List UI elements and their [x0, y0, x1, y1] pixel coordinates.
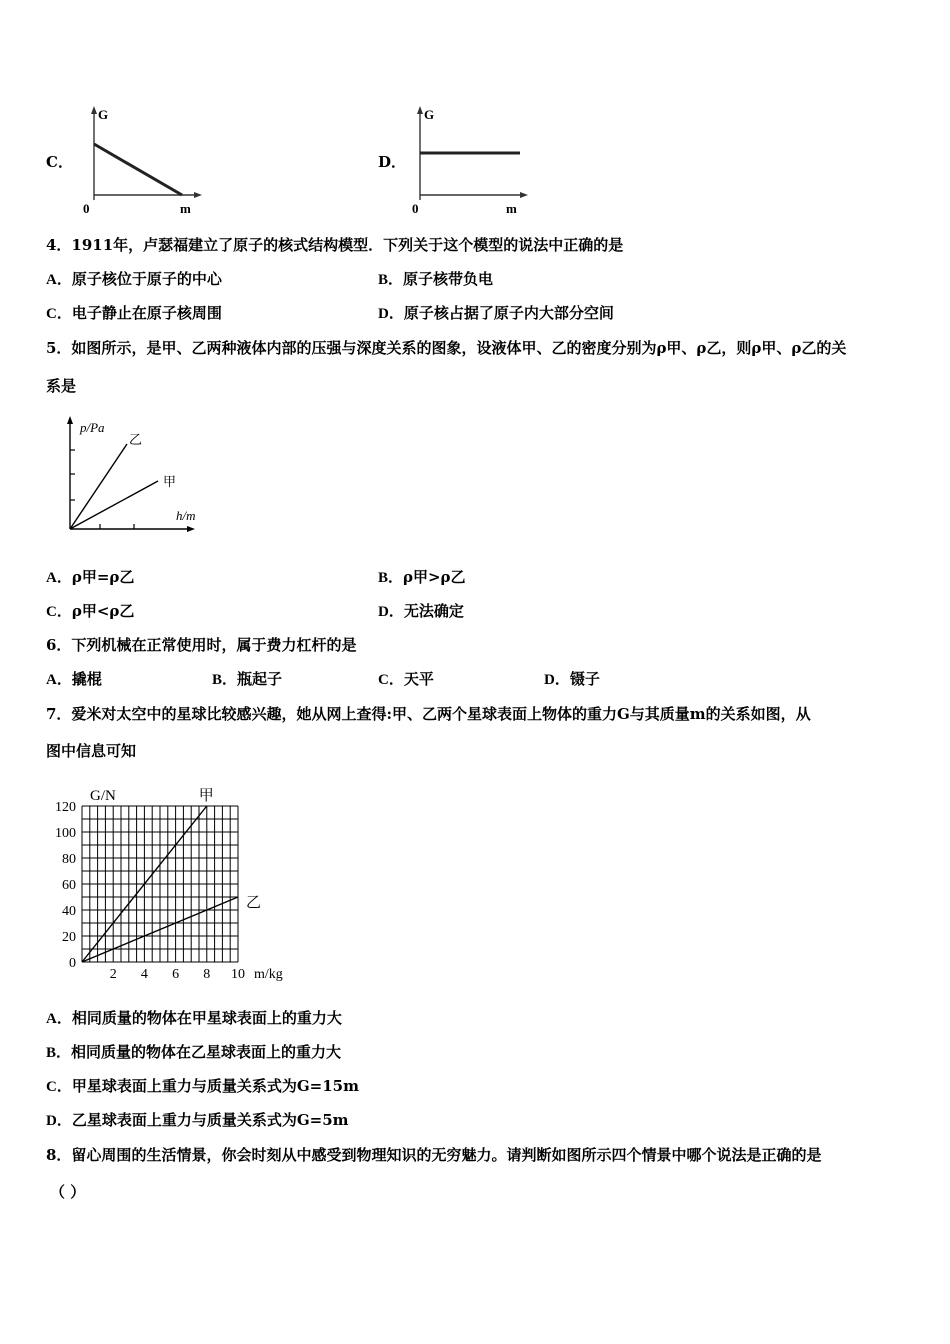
q4-option-a[interactable]: A．原子核位于原子的中心	[46, 270, 222, 288]
x-axis-label: h/m	[176, 508, 196, 523]
x-tick-label: 2	[109, 967, 117, 982]
q7-gravity-mass-chart	[46, 778, 306, 988]
q6-option-b[interactable]: B．瓶起子	[212, 670, 283, 688]
series-label-jia: 甲	[198, 788, 214, 804]
line-label-jia: 甲	[163, 474, 177, 489]
y-tick-label: 60	[62, 878, 76, 893]
q8-stem: 8．留心周围的生活情景，你会时刻从中感受到物理知识的无穷魅力。请判断如图所示四个情景中哪个说法是正确的是	[46, 1146, 822, 1164]
q5-option-c[interactable]: C．ρ甲<ρ乙	[46, 602, 135, 620]
q7-stem-line1: 7．爱米对太空中的星球比较感兴趣，她从网上查得:甲、乙两个星球表面上物体的重力G与其质量m的关系如图，从	[46, 705, 811, 723]
q7-option-d[interactable]: D．乙星球表面上重力与质量关系式为G=5m	[46, 1111, 349, 1129]
q4-option-b[interactable]: B．原子核带负电	[378, 270, 494, 288]
q6-stem: 6．下列机械在正常使用时，属于费力杠杆的是	[46, 636, 357, 654]
q5-stem-line1: 5．如图所示，是甲、乙两种液体内部的压强与深度关系的图象，设液体甲、乙的密度分别为ρ甲、ρ乙，则ρ甲、ρ乙的关	[46, 339, 847, 357]
y-tick-label: 40	[62, 904, 76, 919]
q5-option-b[interactable]: B．ρ甲>ρ乙	[378, 568, 466, 586]
q5-option-d[interactable]: D．无法确定	[378, 602, 464, 620]
q7-option-a[interactable]: A．相同质量的物体在甲星球表面上的重力大	[46, 1009, 342, 1027]
y-tick-label: 120	[55, 800, 76, 815]
q6-option-d[interactable]: D．镊子	[544, 670, 600, 688]
q7-option-b[interactable]: B．相同质量的物体在乙星球表面上的重力大	[46, 1043, 342, 1061]
x-tick-label: 10	[231, 967, 245, 982]
q4-stem: 4．1911年，卢瑟福建立了原子的核式结构模型．下列关于这个模型的说法中正确的是	[46, 236, 624, 254]
y-tick-label: 0	[69, 956, 76, 971]
x-tick-label: 8	[203, 967, 211, 982]
q3-option-c-label[interactable]: C．	[46, 153, 73, 171]
x-tick-label: 6	[172, 967, 180, 982]
q3-graph-d	[404, 102, 534, 217]
axis-label: m	[180, 201, 191, 216]
q3-option-d-label[interactable]: D．	[378, 153, 407, 171]
q5-stem-line2: 系是	[46, 377, 77, 395]
line-label-yi: 乙	[129, 432, 143, 447]
y-tick-label: 100	[55, 826, 76, 841]
q5-option-a[interactable]: A．ρ甲=ρ乙	[46, 568, 135, 586]
y-tick-label: 80	[62, 852, 76, 867]
axis-label: G	[98, 107, 109, 122]
q4-option-c[interactable]: C．电子静止在原子核周围	[46, 304, 222, 322]
y-tick-label: 20	[62, 930, 76, 945]
q7-stem-line2: 图中信息可知	[46, 742, 137, 760]
axis-label: m	[506, 201, 517, 216]
q4-option-d[interactable]: D．原子核占据了原子内大部分空间	[378, 304, 614, 322]
chart-x-axis-label: m/kg	[254, 967, 283, 982]
q6-option-c[interactable]: C．天平	[378, 670, 434, 688]
q3-graph-c	[78, 102, 208, 217]
series-label-yi: 乙	[246, 895, 262, 911]
q8-answer-blank[interactable]: （ ）	[50, 1183, 86, 1201]
q7-option-c[interactable]: C．甲星球表面上重力与质量关系式为G=15m	[46, 1077, 359, 1095]
y-axis-label: p/Pa	[80, 420, 105, 435]
axis-label: G	[424, 107, 435, 122]
q6-option-a[interactable]: A．撬棍	[46, 670, 102, 688]
origin-label: 0	[412, 201, 419, 216]
x-tick-label: 4	[140, 967, 148, 982]
origin-label: 0	[83, 201, 90, 216]
q5-pressure-depth-graph	[56, 412, 216, 542]
chart-y-axis-label: G/N	[90, 788, 116, 804]
